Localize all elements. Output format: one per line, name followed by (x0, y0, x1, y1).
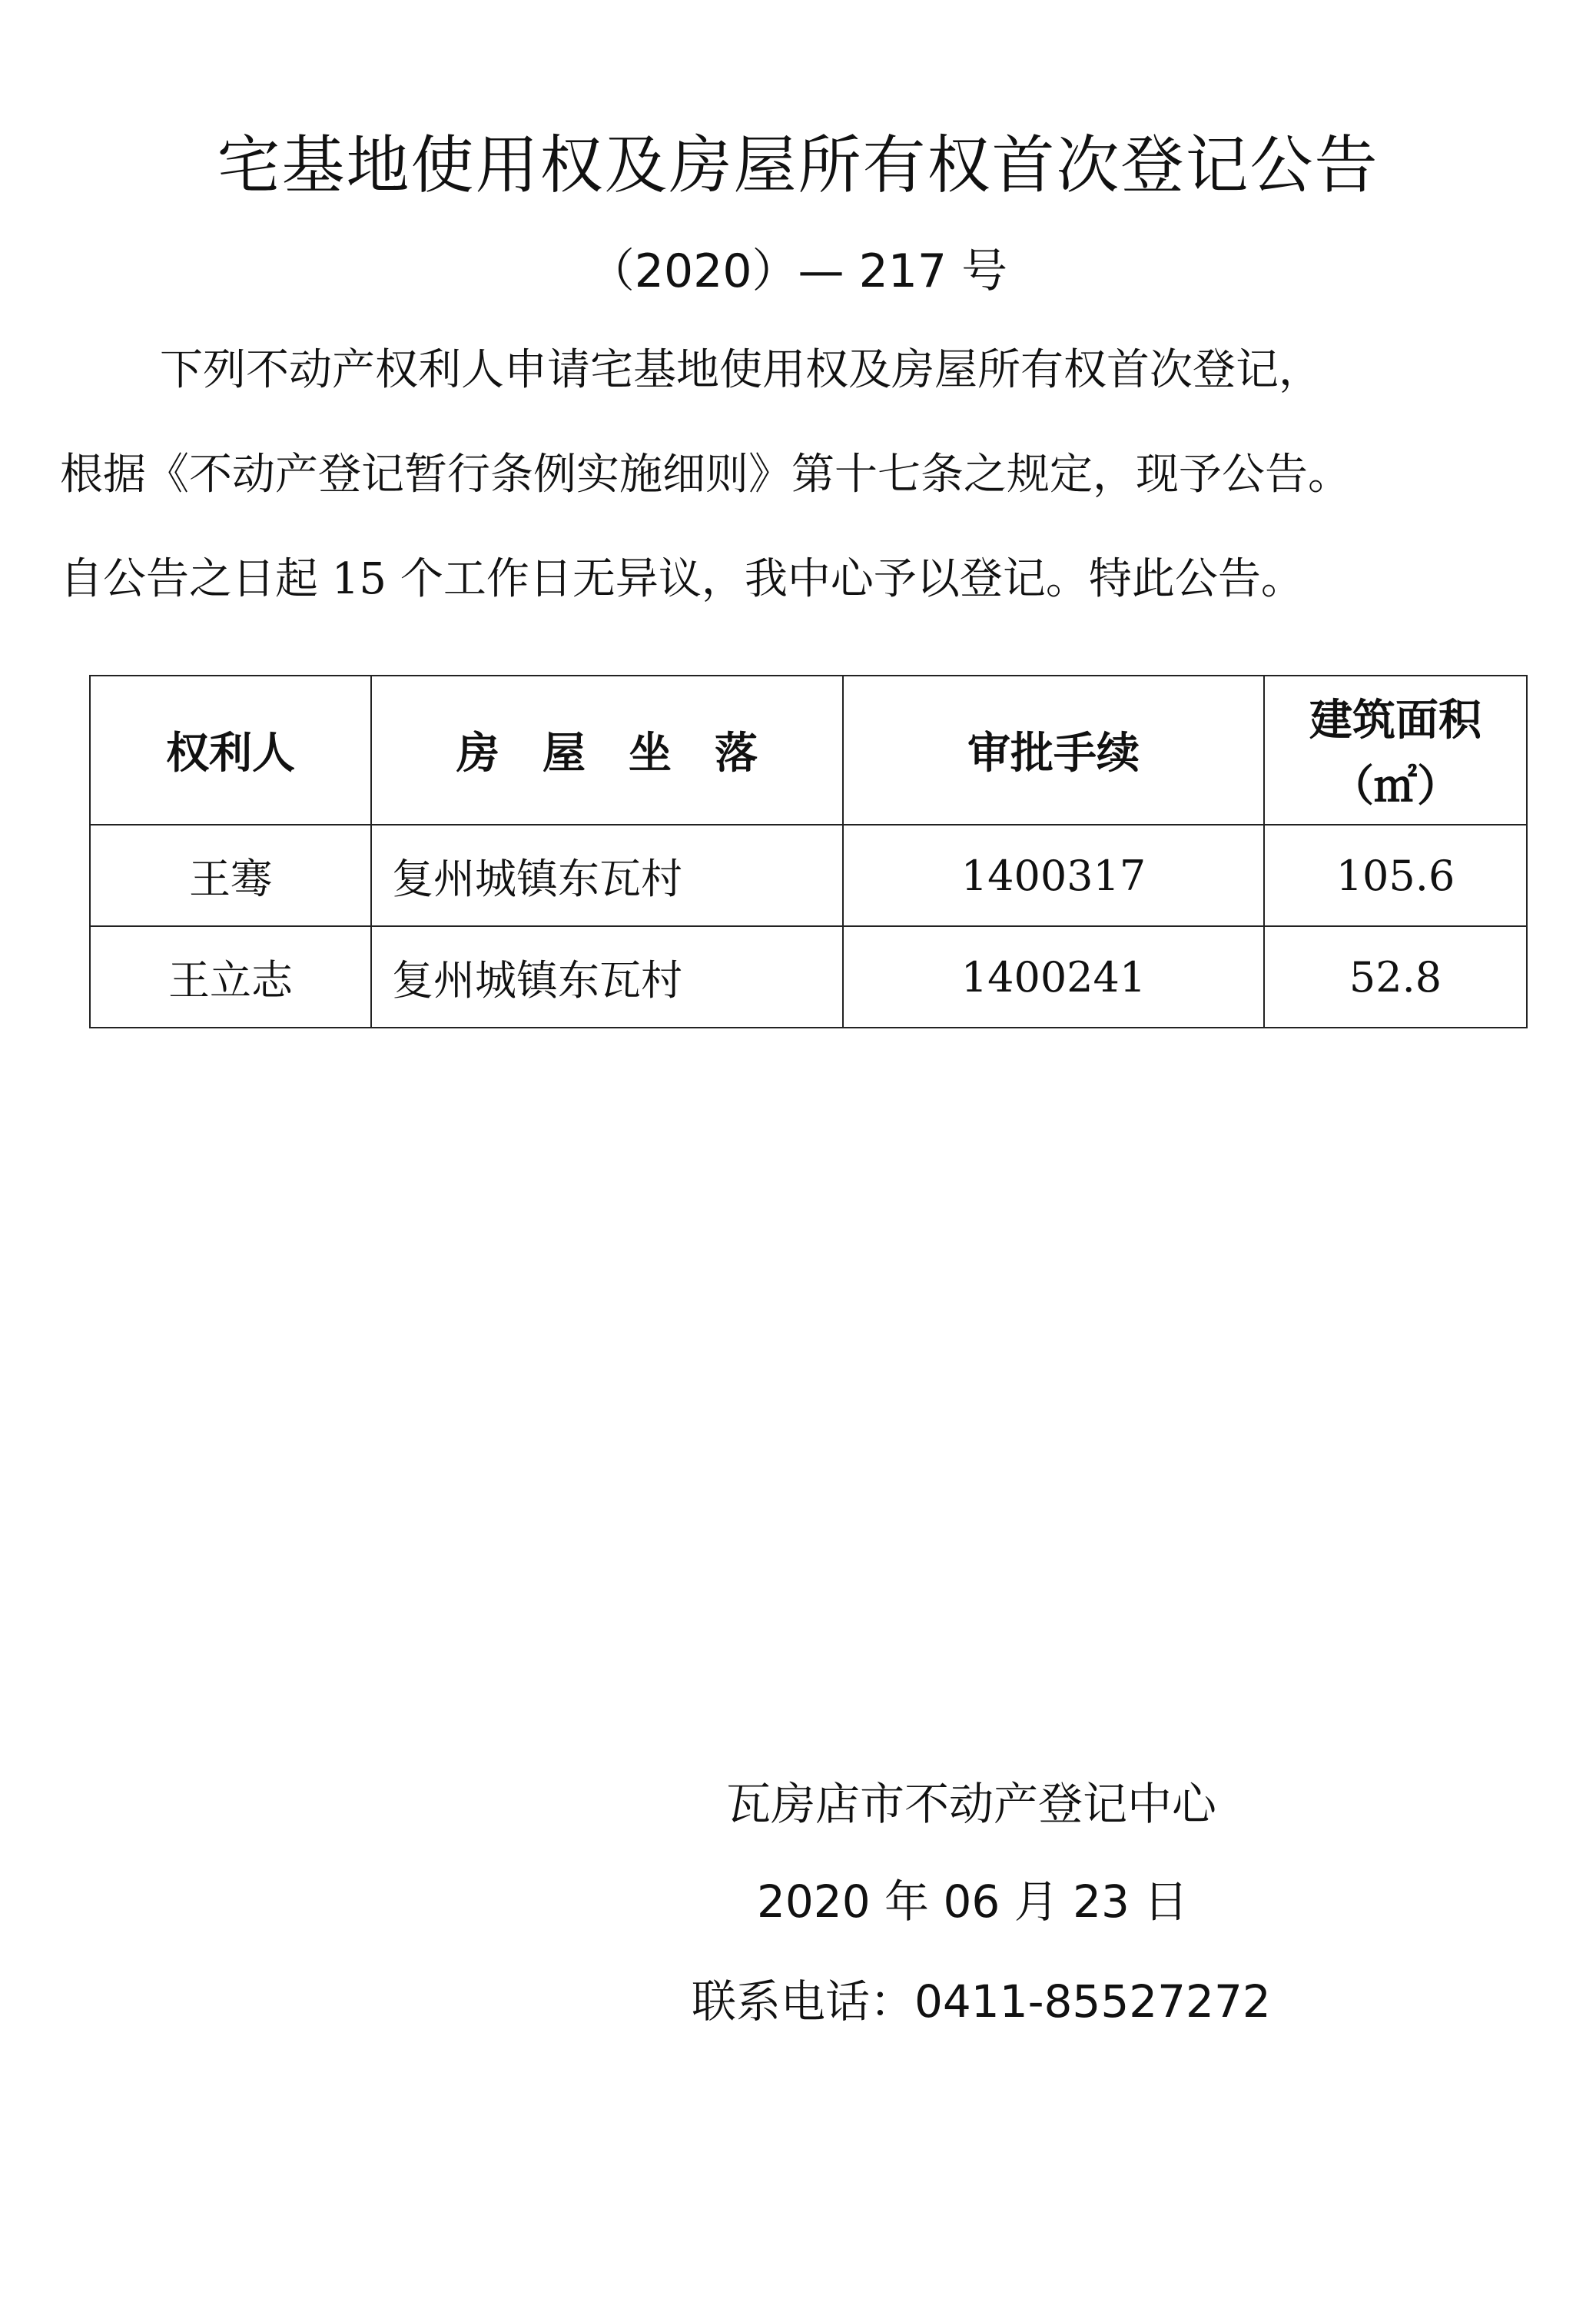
cell-approval: 1400241 (843, 926, 1264, 1028)
header-location: 房 屋 坐 落 (371, 676, 843, 825)
cell-location: 复州城镇东瓦村 (371, 926, 843, 1028)
contact-phone: 联系电话：0411-85527272 (692, 1975, 1271, 2028)
notice-title: 宅基地使用权及房屋所有权首次登记公告 (217, 129, 1379, 202)
table-row (90, 825, 1527, 926)
header-area (1264, 676, 1527, 825)
header-area-label: 建筑面积 (1309, 695, 1482, 746)
header-owner: 权利人 (90, 676, 371, 825)
cell-approval: 1400317 (843, 825, 1264, 926)
cell-area: 105.6 (1264, 825, 1527, 926)
cell-location: 复州城镇东瓦村 (371, 825, 843, 926)
signature-date: 2020 年 06 月 23 日 (757, 1875, 1189, 1928)
table-header-row (90, 676, 1527, 825)
cell-owner: 王骞 (90, 825, 371, 926)
header-area-unit: （㎡） (1331, 761, 1460, 812)
header-approval: 审批手续 (843, 676, 1264, 825)
signature-organization: 瓦房店市不动产登记中心 (726, 1778, 1217, 1830)
notice-paragraph-2: 根据《不动产登记暂行条例实施细则》第十七条之规定，现予公告。 (60, 450, 1351, 500)
notice-paragraph-3: 自公告之日起 15 个工作日无异议，我中心予以登记。特此公告。 (60, 554, 1304, 604)
cell-owner: 王立志 (90, 926, 371, 1028)
cell-area: 52.8 (1264, 926, 1527, 1028)
notice-number: （2020）— 217 号 (588, 244, 1008, 298)
registration-table (89, 675, 1528, 1028)
table-row (90, 926, 1527, 1028)
notice-paragraph-1: 下列不动产权利人申请宅基地使用权及房屋所有权首次登记， (160, 345, 1322, 395)
